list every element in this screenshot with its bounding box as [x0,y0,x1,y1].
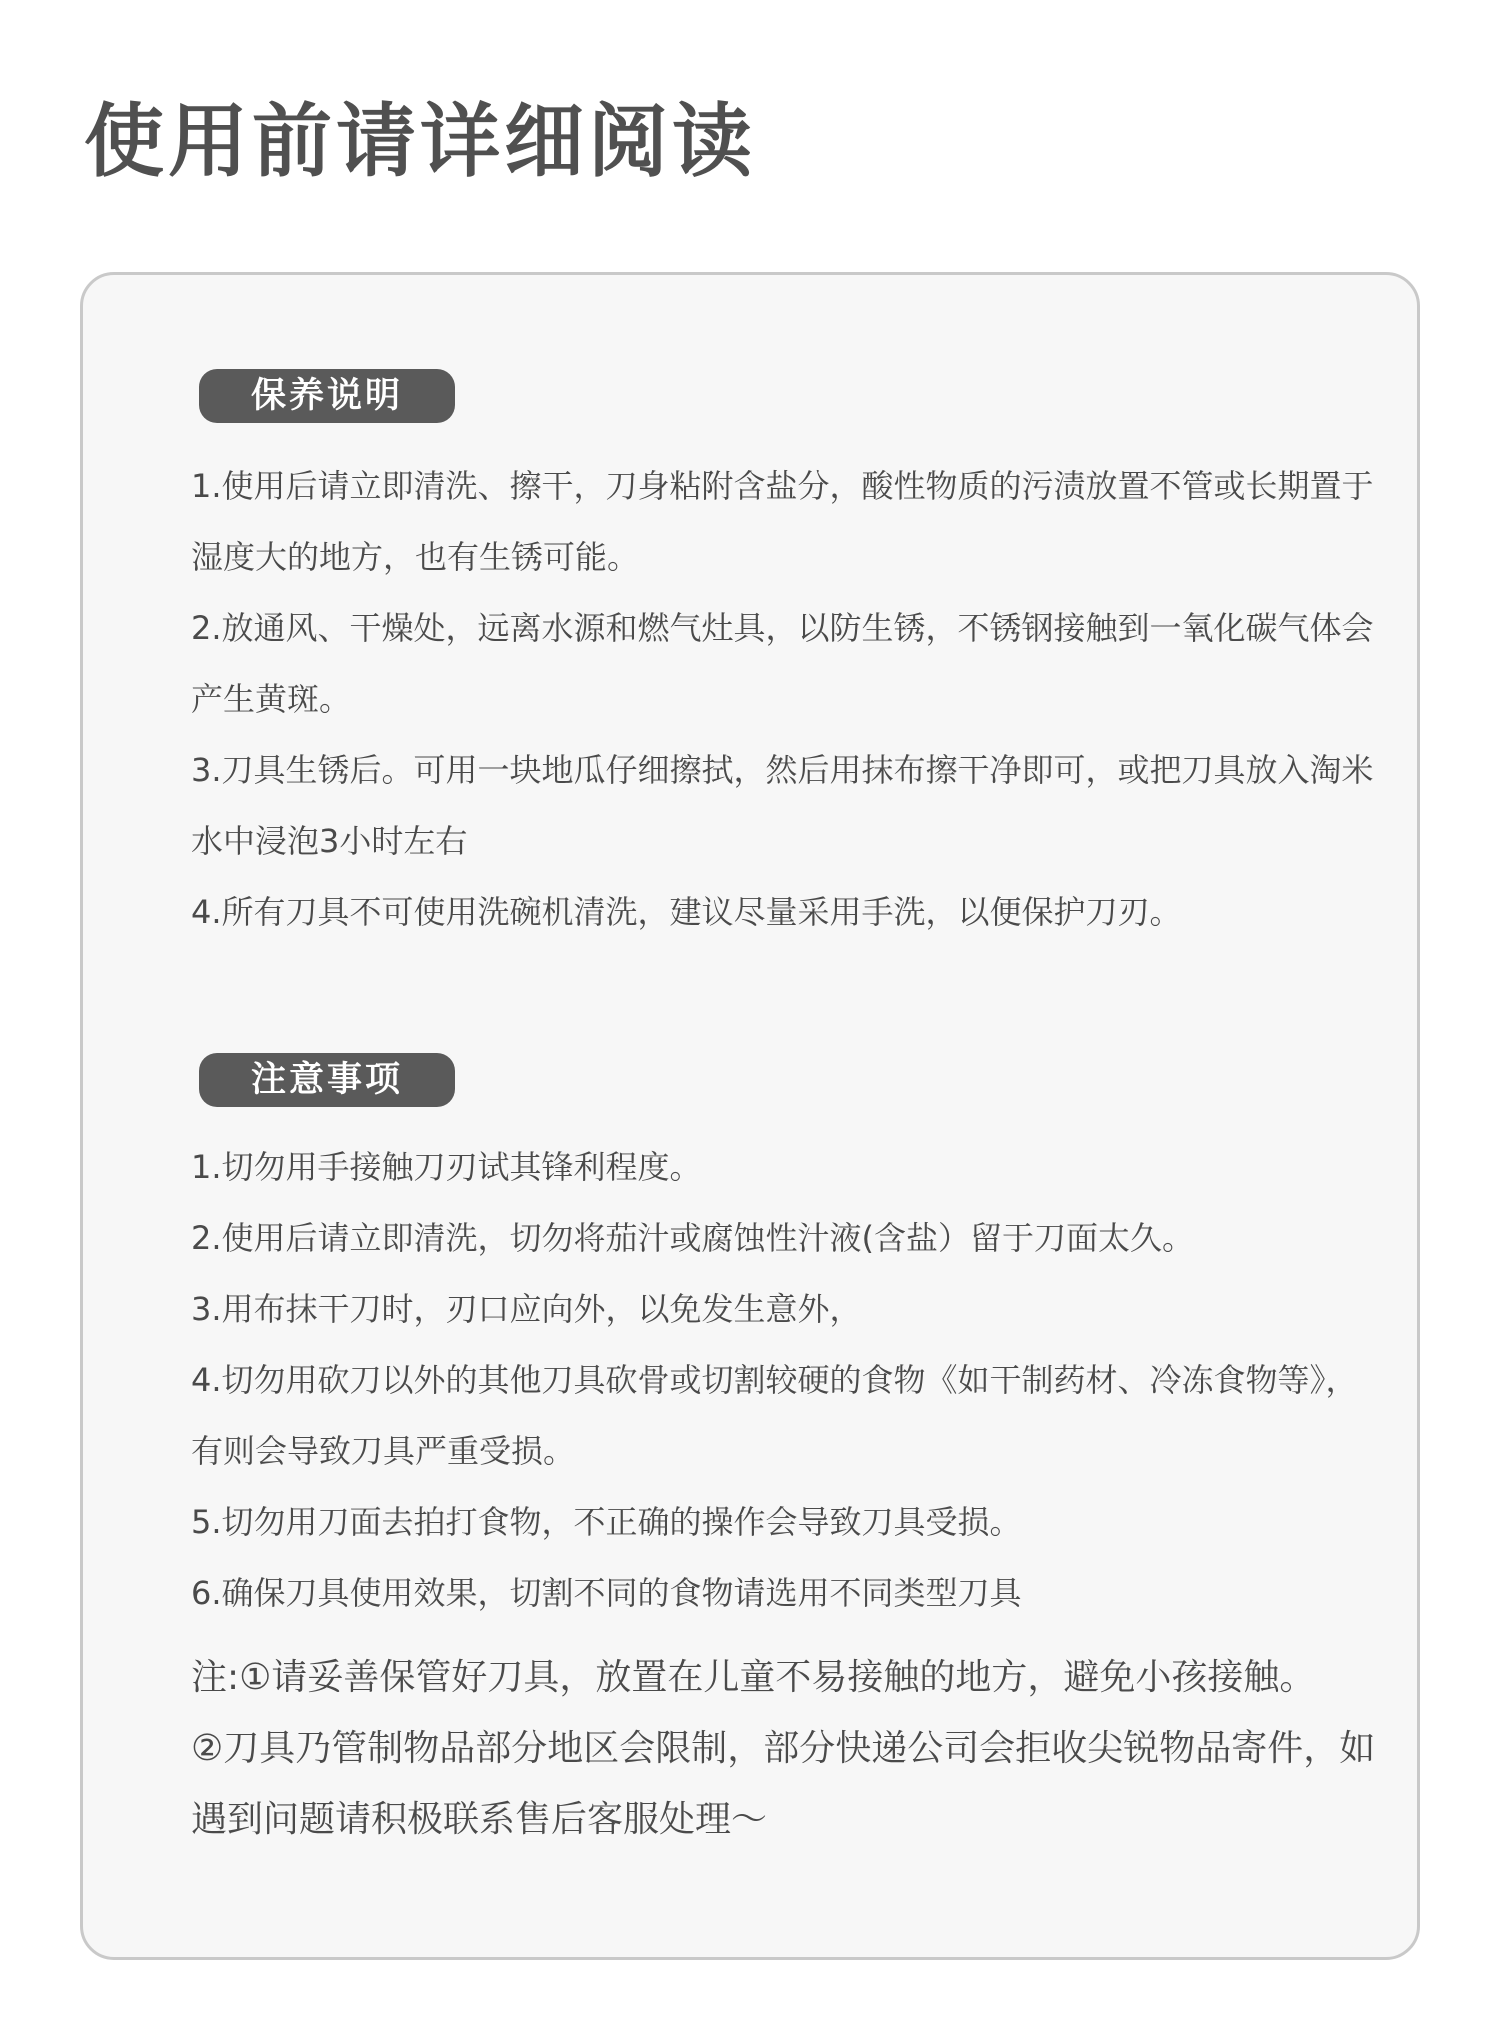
care-item-3: 3.刀具生锈后。可用一块地瓜仔细擦拭，然后用抹布擦干净即可，或把刀具放入淘米水中浸泡3小时左右 [191,751,1374,860]
caution-item-5: 5.切勿用刀面去拍打食物，不正确的操作会导致刀具受损。 [191,1503,1022,1541]
care-item-2: 2.放通风、干燥处，远离水源和燃气灶具，以防生锈，不锈钢接触到一氧化碳气体会产生黄斑。 [191,609,1374,718]
caution-item-6: 6.确保刀具使用效果，切割不同的食物请选用不同类型刀具 [191,1574,1022,1612]
caution-item-3: 3.用布抹干刀时，刃口应向外，以免发生意外， [191,1290,862,1328]
instructions-card [80,272,1420,1960]
caution-item-4: 4.切勿用砍刀以外的其他刀具砍骨或切割较硬的食物《如干制药材、冷冻食物等》，有则会导致刀具严重受损。 [191,1361,1358,1470]
care-section-label: 保养说明 [199,369,455,423]
caution-item-1: 1.切勿用手接触刀刃试其锋利程度。 [191,1148,702,1186]
caution-section-label: 注意事项 [199,1053,455,1107]
care-item-4: 4.所有刀具不可使用洗碗机清洗，建议尽量采用手洗，以便保护刀刃。 [191,893,1182,931]
care-item-1: 1.使用后请立即清洗、擦干，刀身粘附含盐分，酸性物质的污渍放置不管或长期置于湿度大的地方，也有生锈可能。 [191,467,1374,576]
note-line-1: 注:①请妥善保管好刀具，放置在儿童不易接触的地方，避免小孩接触。 [191,1657,1316,1698]
note-line-2: ②刀具乃管制物品部分地区会限制，部分快递公司会拒收尖锐物品寄件，如遇到问题请积极联系售后客服处理～ [191,1728,1376,1840]
care-instructions [191,451,1381,948]
caution-instructions [191,1132,1381,1629]
caution-item-2: 2.使用后请立即清洗，切勿将茄汁或腐蚀性汁液(含盐）留于刀面太久。 [191,1219,1195,1257]
page-title: 使用前请详细阅读 [84,95,756,188]
note-block [191,1642,1401,1855]
